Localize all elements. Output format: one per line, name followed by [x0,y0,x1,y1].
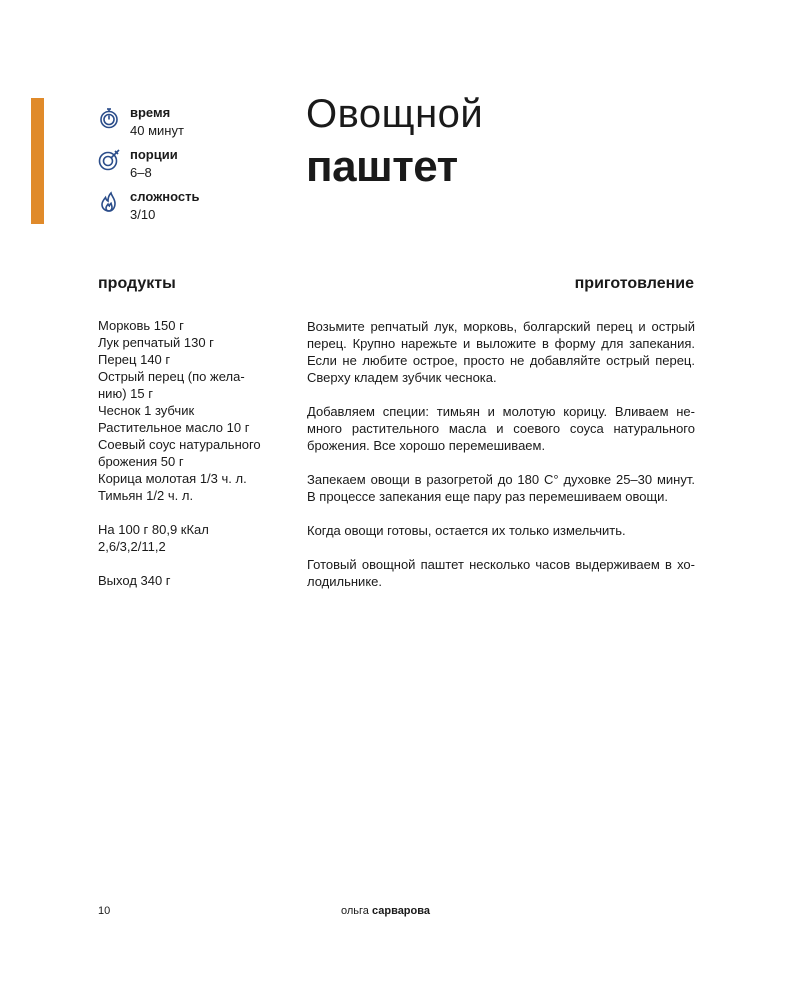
author-name [341,905,430,917]
steps-heading: приготовление [574,275,694,292]
title-line-light: Овощной [306,92,484,136]
ingredient-line: нию) 15 г [98,386,153,401]
meta-servings-value: 6–8 [130,165,152,180]
recipe-meta [97,104,267,230]
ingredient-line: Тимьян 1/2 ч. л. [98,488,194,503]
step-paragraph: Готовый овощной паштет несколько часов выдерживаем в холодильнике. [307,557,695,589]
ingredient-line: Растительное масло 10 г [98,420,250,435]
meta-time-label: время [130,105,171,120]
step-paragraph: Возьмите репчатый лук, морковь, болгарский перец и острый перец. Крупно нарежьте и выложите в форму для запекания. Если не любите острое, просто не добавляйте острый перец. Сверху кладем зубчик чеснока. [307,319,695,385]
page-number: 10 [98,905,111,917]
nutrition-line: На 100 г 80,9 кКал [98,522,209,537]
nutrition-line: 2,6/3,2/11,2 [98,539,166,554]
recipe-title [306,88,483,194]
ingredients-list [98,317,278,589]
ingredient-line: брожения 50 г [98,454,184,469]
ingredient-line: Соевый соус натурального [98,437,261,452]
step-paragraph: Добавляем специи: тимьян и молотую корицу. Вливаем немного растительного масла и соевого соуса натурального брожения. Все хорошо перемешиваем. [307,404,695,453]
step-paragraph: Когда овощи готовы, остается их только измельчить. [307,523,626,538]
meta-servings [97,146,267,188]
meta-time [97,104,267,146]
ingredient-line: Перец 140 г [98,352,171,367]
plate-icon [97,148,121,172]
flame-icon [97,190,121,214]
ingredient-line: Острый перец (по жела- [98,369,245,384]
meta-difficulty [97,188,267,230]
stopwatch-icon [97,106,121,130]
ingredient-line: Морковь 150 г [98,318,184,333]
meta-difficulty-label: сложность [130,189,200,204]
ingredients-heading: продукты [98,275,176,292]
author-last-name: сарварова [371,905,430,917]
title-line-bold: паштет [306,142,458,191]
meta-difficulty-value: 3/10 [130,207,156,222]
ingredient-line: Корица молотая 1/3 ч. л. [98,471,247,486]
steps-text [307,318,695,607]
step-paragraph: Запекаем овощи в разогретой до 180 С° духовке 25–30 минут. В процессе запекания еще пару раз перемешиваем овощи. [307,472,695,504]
meta-servings-label: порции [130,147,178,162]
ingredient-line: Чеснок 1 зубчик [98,403,195,418]
accent-bar [31,98,44,224]
author-first-name: ольга [341,905,369,917]
ingredient-line: Лук репчатый 130 г [98,335,214,350]
meta-time-value: 40 минут [130,123,184,138]
yield-line: Выход 340 г [98,573,171,588]
